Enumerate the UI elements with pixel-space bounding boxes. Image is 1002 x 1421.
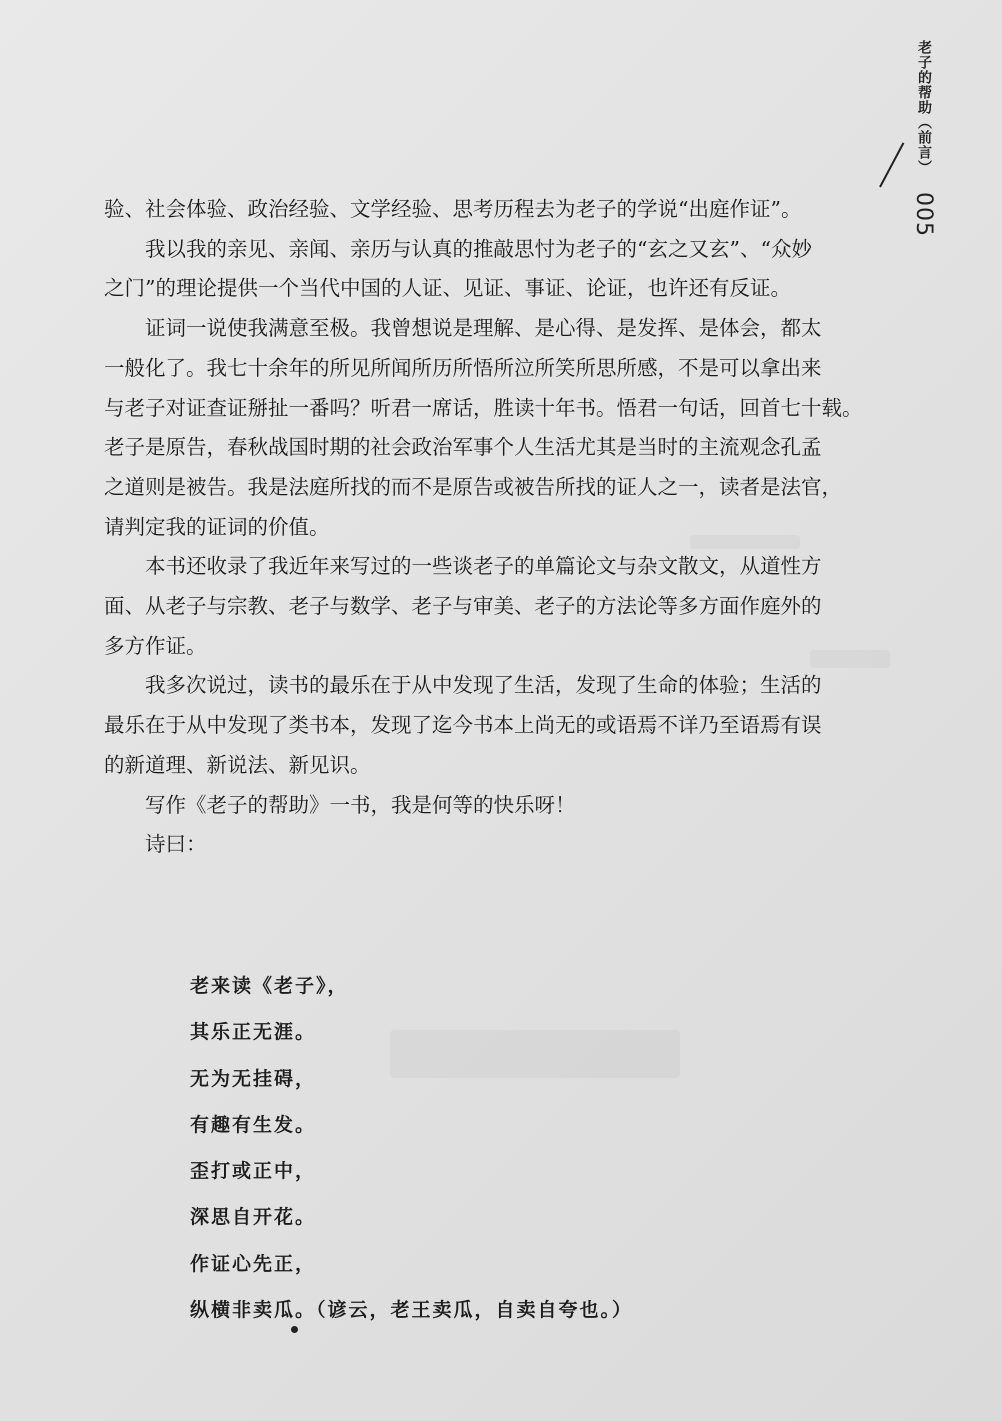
text-line: 的新道理、新说法、新见识。 [104,752,371,777]
poem-line: 作证心先正， [190,1252,317,1275]
header-divider [879,142,904,187]
text-line: 写作《老子的帮助》一书，我是何等的快乐呀！ [145,792,576,817]
text-line: 一般化了。我七十余年的所见所闻所历所悟所泣所笑所思所感，不是可以拿出来 [104,355,822,380]
poem [190,963,633,1333]
poem-line: 其乐正无涯。 [190,1021,317,1044]
poem-line: 歪打或正中， [190,1160,317,1183]
text-line: 本书还收录了我近年来写过的一些谈老子的单篇论文与杂文散文，从道性方 [145,554,822,579]
paragraph [104,786,916,826]
text-line: 诗曰： [145,832,207,857]
text-line: 我多次说过，读书的最乐在于从中发现了生活，发现了生命的体验；生活的 [145,673,822,698]
paragraph [104,309,916,547]
running-head: 老子的帮助（前言） [916,40,932,175]
text-line: 请判定我的证词的价值。 [104,514,330,539]
text-line: 证词一说使我满意至极。我曾想说是理解、是心得、是发挥、是体会，都太 [145,316,822,341]
paragraph [104,547,916,666]
poem-line: 深思自开花。 [190,1206,317,1229]
text-line: 验、社会体验、政治经验、文学经验、思考历程去为老子的学说“出庭作证”。 [104,197,802,221]
poem-line: 无为无挂碍， [190,1067,317,1090]
text-line: 多方作证。 [104,633,207,658]
text-line: 面、从老子与宗教、老子与数学、老子与审美、老子的方法论等多方面作庭外的 [104,594,822,619]
body-text [104,190,916,865]
text-line: 我以我的亲见、亲闻、亲历与认真的推敲思忖为老子的“玄之又玄”、“众妙 [145,236,812,261]
paragraph [104,666,916,785]
page-number: 005 [911,192,936,237]
ink-dot [291,1326,298,1333]
paragraph [104,230,916,309]
poem-line: 老来读《老子》， [190,975,349,997]
text-line: 最乐在于从中发现了类书本，发现了迄今书本上尚无的或语焉不详乃至语焉有误 [104,713,822,738]
text-line: 之道则是被告。我是法庭所找的而不是原告或被告所找的证人之一，读者是法官， [104,474,842,499]
poem-line: 有趣有生发。 [190,1113,317,1136]
text-line: 之门”的理论提供一个当代中国的人证、见证、事证、论证，也许还有反证。 [104,276,791,301]
poem-line: 纵横非卖瓜。（谚云，老王卖瓜，自卖自夸也。） [190,1299,634,1322]
paragraph [104,190,916,230]
paragraph [104,825,916,865]
text-line: 与老子对证查证掰扯一番吗？听君一席话，胜读十年书。悟君一句话，回首七十载。 [104,395,863,420]
text-line: 老子是原告，春秋战国时期的社会政治军事个人生活尤其是当时的主流观念孔孟 [104,435,822,460]
